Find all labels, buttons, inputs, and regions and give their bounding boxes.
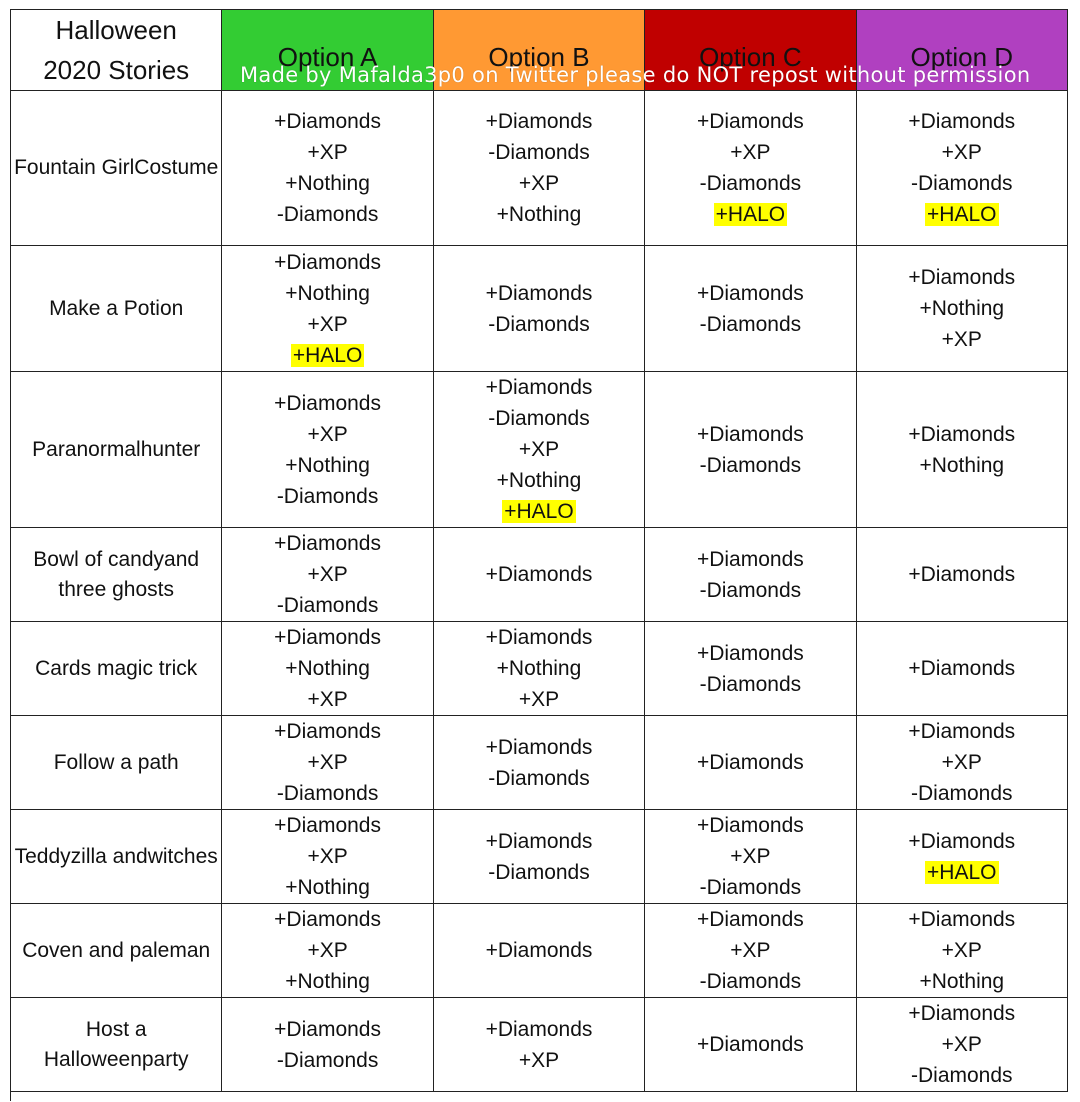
reward-line: [222, 590, 432, 621]
reward-line: [434, 403, 644, 434]
reward-item: +XP: [941, 1033, 982, 1056]
reward-line: [857, 168, 1067, 199]
story-name-line: Coven and pale: [22, 938, 170, 962]
option-d-header: Option D: [856, 10, 1067, 91]
reward-item: +Diamonds: [696, 1033, 804, 1056]
reward-line: [645, 1029, 855, 1060]
reward-line: [434, 1014, 644, 1045]
table-title-line1: Halloween: [55, 15, 177, 45]
reward-line: [857, 857, 1067, 888]
table-row: [11, 998, 1068, 1092]
story-name-line: Paranormal: [32, 437, 141, 461]
reward-item: +XP: [730, 845, 771, 868]
table-row: [11, 810, 1068, 904]
reward-item: +Nothing: [919, 297, 1005, 320]
reward-item: +Diamonds: [485, 1017, 593, 1041]
reward-item: -Diamonds: [699, 672, 802, 696]
reward-item: +Diamonds: [274, 250, 381, 274]
reward-line: [434, 1045, 644, 1076]
reward-line: [434, 826, 644, 857]
option-c-cell: [645, 622, 856, 716]
halo-reward: +HALO: [927, 860, 997, 884]
story-name-line: Fountain Girl: [14, 156, 135, 179]
option-c-cell: [645, 528, 856, 622]
table-title: [11, 10, 222, 91]
option-b-cell: [433, 716, 644, 810]
reward-item: +Diamonds: [908, 422, 1016, 446]
reward-line: [434, 434, 644, 465]
option-a-cell: [222, 716, 433, 810]
reward-line: [222, 450, 432, 481]
reward-line: [857, 778, 1067, 809]
reward-item: +Diamonds: [908, 829, 1016, 853]
reward-line: [222, 810, 432, 841]
reward-item: +XP: [730, 141, 771, 164]
reward-item: -Diamonds: [699, 876, 802, 899]
reward-item: +Diamonds: [696, 751, 804, 774]
reward-item: +Diamonds: [274, 110, 381, 133]
reward-line: [222, 168, 432, 199]
story-name: [11, 716, 222, 810]
option-b-cell: [433, 622, 644, 716]
reward-item: +Nothing: [285, 453, 370, 477]
reward-item: +Diamonds: [485, 829, 593, 853]
reward-item: +XP: [307, 688, 348, 711]
reward-line: [857, 137, 1067, 168]
reward-line: [857, 559, 1067, 590]
table-row: [11, 904, 1068, 998]
reward-line: [222, 388, 432, 419]
reward-line: [645, 168, 855, 199]
option-a-cell: [222, 372, 433, 528]
reward-item: +XP: [730, 939, 771, 962]
reward-item: +Nothing: [285, 657, 370, 680]
option-c-cell: [645, 904, 856, 998]
reward-line: [434, 653, 644, 684]
story-name-line: man: [169, 938, 211, 962]
reward-item: +Nothing: [285, 970, 370, 993]
table-row: [11, 246, 1068, 372]
reward-line: [857, 716, 1067, 747]
reward-item: +XP: [518, 172, 560, 195]
reward-line: [857, 419, 1067, 450]
reward-line: [222, 622, 432, 653]
reward-line: [645, 419, 855, 450]
table-title-line2: 2020 Stories: [43, 55, 190, 85]
reward-line: [857, 998, 1067, 1029]
option-a-cell: [222, 904, 433, 998]
reward-line: [434, 684, 644, 715]
reward-line: [645, 575, 855, 606]
reward-item: -Diamonds: [488, 312, 590, 336]
reward-item: -Diamonds: [911, 1064, 1013, 1087]
reward-line: [434, 465, 644, 496]
reward-item: +Diamonds: [696, 422, 804, 446]
reward-line: [857, 199, 1067, 230]
reward-line: [222, 935, 432, 966]
story-name: [11, 528, 222, 622]
reward-line: [857, 1060, 1067, 1091]
reward-item: +Diamonds: [274, 1017, 381, 1041]
reward-line: [645, 669, 855, 700]
story-name-line: Teddyzilla and: [14, 844, 148, 868]
reward-item: +Diamonds: [274, 908, 381, 931]
reward-item: -Diamonds: [488, 860, 590, 884]
reward-item: +Diamonds: [485, 376, 593, 399]
reward-item: +Nothing: [285, 172, 370, 195]
reward-line: [857, 106, 1067, 137]
halo-reward: +HALO: [715, 203, 786, 226]
option-a-cell: [222, 998, 433, 1092]
table-row: [11, 91, 1068, 246]
reward-item: -Diamonds: [488, 407, 590, 430]
reward-line: [434, 622, 644, 653]
reward-item: +Diamonds: [485, 735, 593, 759]
reward-item: +XP: [941, 328, 982, 351]
reward-line: [857, 653, 1067, 684]
reward-line: [222, 747, 432, 778]
reward-item: +XP: [941, 939, 982, 962]
reward-line: [645, 309, 855, 340]
reward-line: [222, 778, 432, 809]
table-row: [11, 716, 1068, 810]
halo-reward: +HALO: [927, 203, 997, 226]
reward-line: [434, 278, 644, 309]
option-a-header: Option A: [222, 10, 433, 91]
reward-line: [222, 309, 432, 340]
reward-item: +XP: [307, 751, 348, 774]
reward-item: +Diamonds: [274, 720, 381, 743]
reward-item: +Diamonds: [696, 110, 804, 133]
reward-line: [645, 638, 855, 669]
reward-item: +Diamonds: [485, 110, 593, 133]
reward-line: [645, 904, 855, 935]
reward-line: [857, 293, 1067, 324]
option-c-cell: [645, 998, 856, 1092]
option-b-cell: [433, 904, 644, 998]
story-name-line: Cards magic trick: [35, 656, 198, 680]
reward-line: [434, 496, 644, 527]
reward-item: +Diamonds: [908, 908, 1016, 931]
divider-tick: [10, 1089, 11, 1101]
story-name-line: Follow a path: [53, 750, 179, 774]
halo-reward: +HALO: [292, 343, 363, 367]
option-d-cell: [856, 91, 1067, 246]
option-a-cell: [222, 622, 433, 716]
reward-line: [222, 1045, 432, 1076]
story-name: [11, 998, 222, 1092]
option-c-cell: [645, 372, 856, 528]
reward-item: -Diamonds: [699, 578, 802, 602]
reward-item: +XP: [307, 422, 348, 446]
reward-line: [222, 106, 432, 137]
reward-line: [645, 199, 855, 230]
story-name-line: witches: [147, 844, 218, 868]
option-c-cell: [645, 246, 856, 372]
reward-line: [645, 450, 855, 481]
watermark-text: Made by Mafalda3p0 on Twitter please do NOT repost without permission: [240, 63, 1031, 87]
reward-item: -Diamonds: [911, 172, 1013, 195]
reward-item: +XP: [307, 312, 348, 336]
table-row: [11, 372, 1068, 528]
reward-item: +XP: [307, 563, 348, 586]
reward-item: +Diamonds: [485, 281, 593, 305]
reward-item: +Diamonds: [485, 939, 593, 962]
reward-item: +Diamonds: [274, 814, 381, 837]
reward-item: +XP: [307, 845, 348, 868]
option-d-cell: [856, 372, 1067, 528]
option-a-cell: [222, 246, 433, 372]
reward-item: +XP: [941, 141, 982, 164]
reward-item: +Nothing: [919, 970, 1005, 993]
reward-item: +Diamonds: [274, 532, 381, 555]
story-name: [11, 372, 222, 528]
story-name-line: Bowl of candy: [33, 547, 165, 571]
option-a-cell: [222, 810, 433, 904]
reward-line: [222, 419, 432, 450]
option-b-cell: [433, 91, 644, 246]
halloween-stories-table: [10, 9, 1068, 1092]
reward-line: [645, 966, 855, 997]
reward-line: [222, 653, 432, 684]
reward-item: +Diamonds: [696, 641, 804, 665]
reward-line: [434, 137, 644, 168]
reward-line: [857, 324, 1067, 355]
reward-item: -Diamonds: [276, 782, 379, 805]
reward-line: [645, 544, 855, 575]
reward-item: -Diamonds: [488, 141, 590, 164]
reward-line: [645, 106, 855, 137]
option-c-cell: [645, 810, 856, 904]
reward-line: [434, 199, 644, 230]
reward-line: [434, 559, 644, 590]
option-b-cell: [433, 528, 644, 622]
reward-line: [857, 1029, 1067, 1060]
reward-line: [434, 857, 644, 888]
option-b-cell: [433, 810, 644, 904]
reward-item: -Diamonds: [276, 484, 379, 508]
option-d-cell: [856, 904, 1067, 998]
story-name-line: and three ghosts: [58, 547, 200, 601]
story-name-line: Costume: [134, 156, 219, 179]
reward-item: -Diamonds: [699, 453, 802, 477]
story-name-line: party: [141, 1047, 189, 1071]
reward-line: [222, 528, 432, 559]
option-c-cell: [645, 91, 856, 246]
reward-line: [222, 904, 432, 935]
reward-item: -Diamonds: [276, 594, 379, 617]
option-b-header: Option B: [433, 10, 644, 91]
reward-item: +XP: [307, 939, 348, 962]
option-a-cell: [222, 91, 433, 246]
reward-item: +Nothing: [285, 876, 370, 899]
option-c-cell: [645, 716, 856, 810]
option-b-cell: [433, 372, 644, 528]
reward-item: +XP: [518, 1048, 560, 1072]
reward-line: [857, 966, 1067, 997]
option-c-header: Option C: [645, 10, 856, 91]
story-name: [11, 810, 222, 904]
reward-line: [645, 841, 855, 872]
reward-item: +Diamonds: [696, 281, 804, 305]
reward-line: [222, 247, 432, 278]
reward-item: +XP: [941, 751, 982, 774]
story-name-line: Host a Halloween: [43, 1017, 147, 1071]
reward-item: -Diamonds: [276, 203, 379, 226]
halo-reward: +HALO: [504, 500, 574, 523]
reward-item: +Diamonds: [696, 547, 804, 571]
reward-item: -Diamonds: [276, 1048, 379, 1072]
reward-item: +Nothing: [496, 657, 582, 680]
option-d-cell: [856, 622, 1067, 716]
reward-line: [434, 168, 644, 199]
reward-line: [222, 1014, 432, 1045]
option-d-cell: [856, 810, 1067, 904]
reward-item: +Diamonds: [908, 563, 1016, 586]
reward-item: -Diamonds: [699, 970, 802, 993]
reward-line: [222, 137, 432, 168]
reward-line: [857, 826, 1067, 857]
reward-item: +XP: [518, 438, 560, 461]
reward-item: -Diamonds: [488, 766, 590, 790]
reward-item: +Diamonds: [696, 908, 804, 931]
reward-line: [645, 278, 855, 309]
reward-item: +Diamonds: [274, 626, 381, 649]
reward-item: +Nothing: [919, 453, 1005, 477]
table-body: [11, 91, 1068, 1092]
reward-item: -Diamonds: [911, 782, 1013, 805]
reward-item: +Diamonds: [274, 391, 381, 415]
reward-line: [222, 716, 432, 747]
reward-line: [434, 106, 644, 137]
story-name-line: Make a Potion: [49, 296, 184, 320]
option-d-cell: [856, 246, 1067, 372]
reward-item: +Nothing: [496, 203, 582, 226]
story-name: [11, 246, 222, 372]
reward-line: [222, 872, 432, 903]
reward-item: +Diamonds: [908, 266, 1016, 289]
header-row: [11, 10, 1068, 91]
option-d-cell: [856, 998, 1067, 1092]
reward-line: [857, 747, 1067, 778]
reward-item: +Nothing: [496, 469, 582, 492]
reward-item: +XP: [518, 688, 560, 711]
reward-item: +Diamonds: [908, 720, 1016, 743]
reward-line: [434, 372, 644, 403]
reward-line: [857, 262, 1067, 293]
reward-line: [434, 732, 644, 763]
reward-line: [434, 309, 644, 340]
reward-line: [857, 904, 1067, 935]
reward-item: -Diamonds: [699, 172, 802, 195]
table-row: [11, 622, 1068, 716]
reward-line: [857, 450, 1067, 481]
reward-line: [222, 340, 432, 371]
reward-item: +Diamonds: [485, 563, 593, 586]
reward-item: -Diamonds: [699, 312, 802, 336]
reward-line: [222, 278, 432, 309]
reward-line: [645, 747, 855, 778]
reward-line: [222, 559, 432, 590]
reward-item: +Diamonds: [908, 657, 1016, 680]
reward-line: [645, 872, 855, 903]
reward-line: [222, 841, 432, 872]
story-name-line: hunter: [140, 437, 201, 461]
story-name: [11, 904, 222, 998]
reward-line: [222, 966, 432, 997]
reward-line: [434, 763, 644, 794]
reward-line: [645, 137, 855, 168]
story-name: [11, 622, 222, 716]
reward-line: [222, 684, 432, 715]
option-b-cell: [433, 998, 644, 1092]
table-row: [11, 528, 1068, 622]
reward-item: +XP: [307, 141, 348, 164]
option-d-cell: [856, 716, 1067, 810]
reward-item: +Diamonds: [908, 1002, 1016, 1025]
option-a-cell: [222, 528, 433, 622]
reward-item: +Diamonds: [696, 814, 804, 837]
reward-line: [645, 810, 855, 841]
reward-line: [434, 935, 644, 966]
option-d-cell: [856, 528, 1067, 622]
reward-line: [857, 935, 1067, 966]
reward-line: [645, 935, 855, 966]
reward-line: [222, 199, 432, 230]
reward-item: +Diamonds: [908, 110, 1016, 133]
story-name: [11, 91, 222, 246]
option-b-cell: [433, 246, 644, 372]
reward-line: [222, 481, 432, 512]
reward-item: +Nothing: [285, 281, 370, 305]
reward-item: +Diamonds: [485, 626, 593, 649]
